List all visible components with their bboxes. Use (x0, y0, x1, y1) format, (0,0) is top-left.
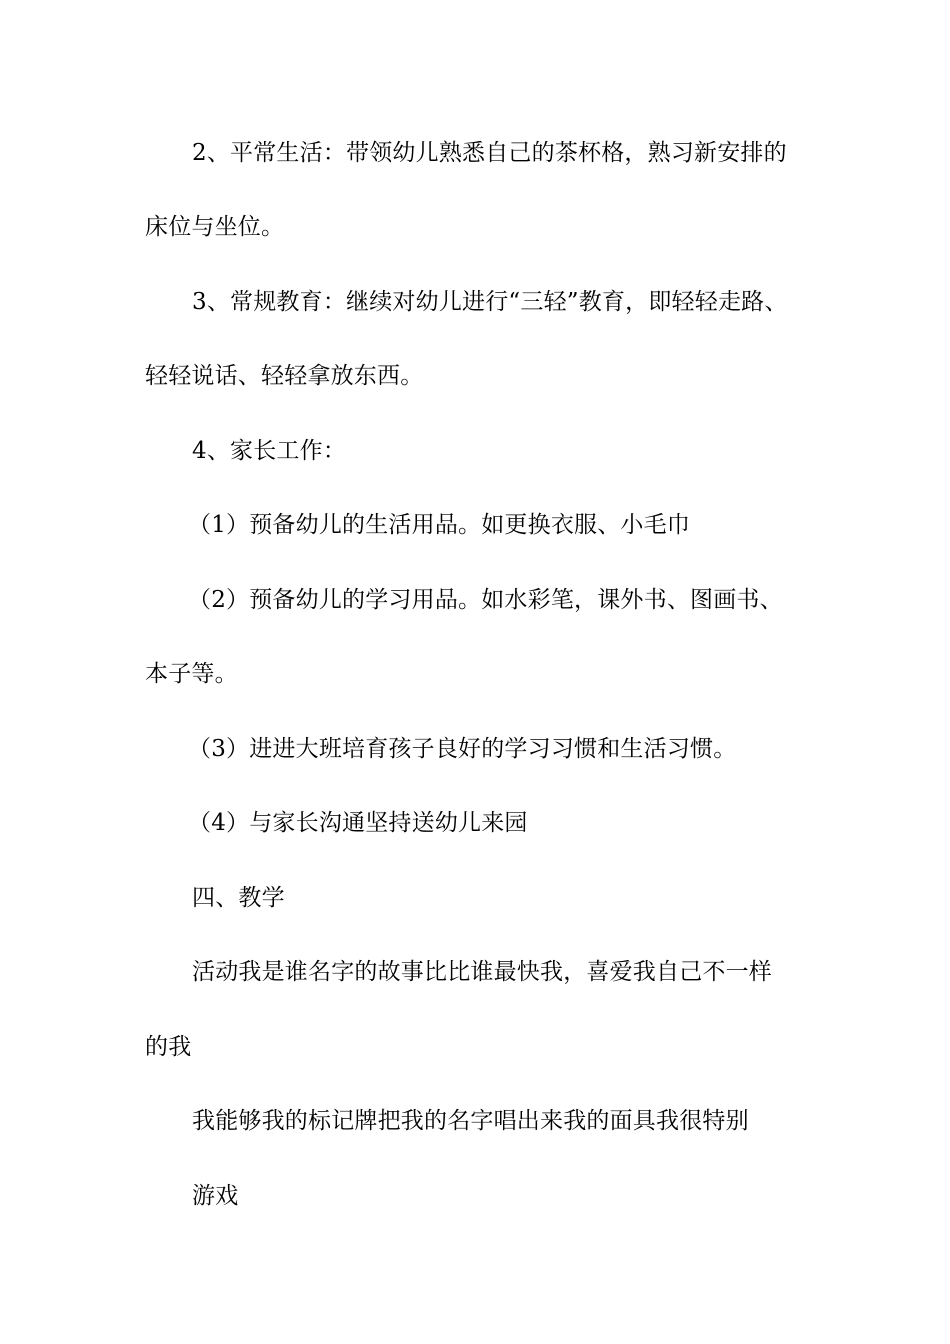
heading-parent-work: 4、家长工作： (192, 438, 347, 464)
paragraph-activities-cont: 的我 (145, 1034, 192, 1060)
paragraph-games: 游戏 (192, 1183, 239, 1209)
list-item-3: （3）进进大班培育孩子良好的学习习惯和生活习惯。 (188, 736, 737, 762)
section-heading-teaching: 四、教学 (192, 885, 285, 911)
list-item-2-cont: 本子等。 (145, 661, 238, 687)
paragraph-routine-education-cont: 轻轻说话、轻轻拿放东西。 (145, 363, 424, 389)
paragraph-routine-education: 3、常规教育：继续对幼儿进行“三轻”教育，即轻轻走路、 (192, 289, 788, 315)
paragraph-daily-life: 2、平常生活：带领幼儿熟悉自己的茶杯格，熟习新安排的 (192, 140, 787, 166)
paragraph-activities: 活动我是谁名字的故事比比谁最快我，喜爱我自己不一样 (192, 959, 772, 985)
list-item-1: （1）预备幼儿的生活用品。如更换衣服、小毛巾 (188, 512, 691, 538)
list-item-4: （4）与家长沟通坚持送幼儿来园 (188, 810, 528, 836)
paragraph-daily-life-cont: 床位与坐位。 (145, 214, 285, 240)
list-item-2: （2）预备幼儿的学习用品。如水彩笔，课外书、图画书、 (188, 587, 783, 613)
paragraph-activities-2: 我能够我的标记牌把我的名字唱出来我的面具我很特别 (192, 1108, 749, 1134)
